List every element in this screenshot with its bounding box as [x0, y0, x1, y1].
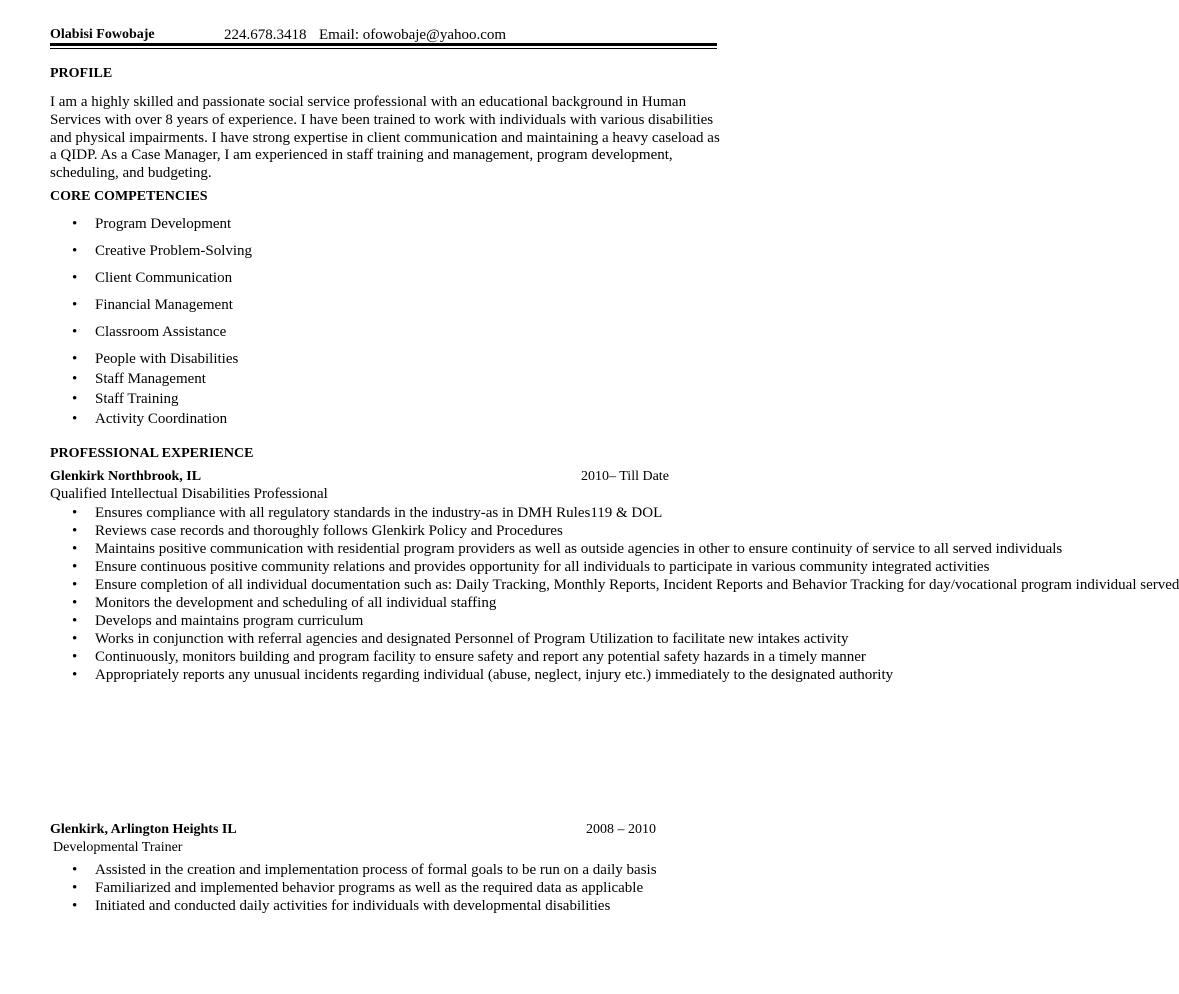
job-duty: • Initiated and conducted daily activities for individuals with developmental disabilities	[95, 897, 725, 915]
competency-item: • Staff Training	[95, 390, 252, 410]
job-duty: • Reviews case records and thoroughly follows Glenkirk Policy and Procedures	[95, 522, 725, 540]
header-rule-thick	[50, 43, 717, 46]
job-title: Developmental Trainer	[53, 840, 183, 855]
job-duties-list	[95, 504, 1179, 684]
job-duty: • Assisted in the creation and implementation process of formal goals to be run on a daily basis	[95, 861, 725, 879]
job-duty: • Ensures compliance with all regulatory standards in the industry-as in DMH Rules119 & DOL	[95, 504, 725, 522]
competency-item: • Activity Coordination	[95, 410, 252, 430]
competency-item: • Classroom Assistance	[95, 323, 252, 350]
job-duty: • Familiarized and implemented behavior programs as well as the required data as applicable	[95, 879, 725, 897]
job-title: Qualified Intellectual Disabilities Professional	[50, 486, 328, 502]
competency-item: • Program Development	[95, 215, 252, 242]
job-duty: • Monitors the development and scheduling of all individual staffing	[95, 594, 725, 612]
job-dates: 2010– Till Date	[581, 469, 669, 484]
profile-text: I am a highly skilled and passionate social service professional with an educational background in Human Services with over 8 years of experience. I have been trained to work with individuals with various disabilities and physical impairments. I have strong expertise in client communication and maintaining a heavy caseload as a QIDP. As a Case Manager, I am experienced in staff training and management, program development, scheduling, and budgeting.	[50, 94, 720, 182]
competency-item: • Staff Management	[95, 370, 252, 390]
competencies-list	[95, 215, 252, 430]
candidate-name: Olabisi Fowobaje	[50, 27, 155, 42]
job-duty: • Ensure continuous positive community relations and provides opportunity for all individuals to participate in various community integrated activities	[95, 558, 725, 576]
job-employer: Glenkirk Northbrook, IL	[50, 469, 202, 484]
job-duty: • Develops and maintains program curriculum	[95, 612, 725, 630]
phone-number: 224.678.3418	[224, 27, 307, 43]
job-employer: Glenkirk, Arlington Heights IL	[50, 822, 237, 837]
job-duty: • Ensure completion of all individual documentation such as: Daily Tracking, Monthly Reports, Incident Reports and Behavior Tracking for day/vocational program individual served	[95, 576, 725, 594]
job-duties-list	[95, 861, 725, 915]
job-dates: 2008 – 2010	[586, 822, 656, 837]
experience-heading: PROFESSIONAL EXPERIENCE	[50, 446, 254, 461]
competency-item: • Client Communication	[95, 269, 252, 296]
job-duty: • Appropriately reports any unusual incidents regarding individual (abuse, neglect, injury etc.) immediately to the designated authority	[95, 666, 725, 684]
job-duty: • Continuously, monitors building and program facility to ensure safety and report any potential safety hazards in a timely manner	[95, 648, 725, 666]
profile-heading: PROFILE	[50, 66, 113, 81]
competency-item: • People with Disabilities	[95, 350, 252, 370]
job-duty: • Maintains positive communication with residential program providers as well as outside agencies in other to ensure continuity of service to all served individuals	[95, 540, 725, 558]
header-rule-thin	[50, 48, 717, 49]
job-duty: • Works in conjunction with referral agencies and designated Personnel of Program Utilization to facilitate new intakes activity	[95, 630, 725, 648]
email-address: Email: ofowobaje@yahoo.com	[319, 27, 507, 43]
competency-item: • Financial Management	[95, 296, 252, 323]
competency-item: • Creative Problem-Solving	[95, 242, 252, 269]
competencies-heading: CORE COMPETENCIES	[50, 189, 208, 204]
